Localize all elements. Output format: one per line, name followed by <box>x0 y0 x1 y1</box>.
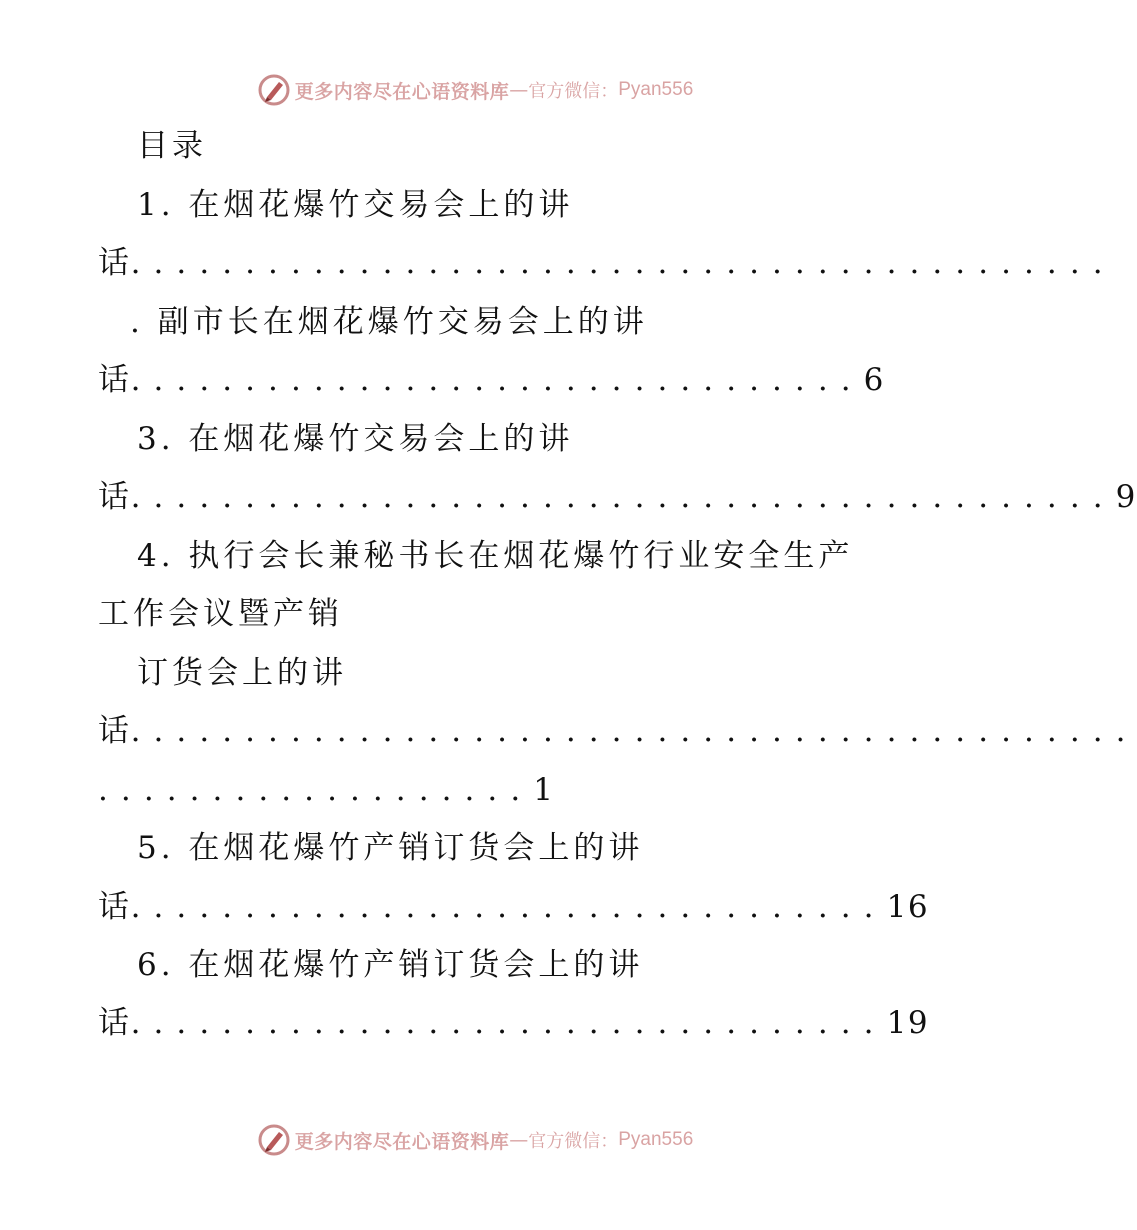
toc-entry-4-leader-cont: . . . . . . . . . . . . . . . . . . . 1 <box>98 772 555 808</box>
toc-entry-5-title: 5. 在烟花爆竹产销订货会上的讲 <box>137 830 644 866</box>
banner-wechat-id: Pyan556 <box>618 1129 694 1150</box>
toc-entry-4-title: 4. 执行会长兼秘书长在烟花爆竹行业安全生产 <box>137 538 854 574</box>
toc-entry-4-title-cont2: 订货会上的讲 <box>137 655 347 691</box>
banner-dash: — <box>509 1129 529 1151</box>
banner-brand-text: 更多内容尽在心语资料库 <box>294 80 510 103</box>
toc-entry-3-title: 3. 在烟花爆竹交易会上的讲 <box>137 421 574 457</box>
pen-circle-logo-icon <box>257 1123 291 1157</box>
toc-entry-4-leader: 话. . . . . . . . . . . . . . . . . . . . . . . . . . . . . . . . . . . . . . . . . . . . <box>98 713 1128 749</box>
toc-heading: 目录 <box>137 128 207 164</box>
toc-entry-4-title-cont: 工作会议暨产销 <box>98 596 343 632</box>
toc-entry-1-title: 1. 在烟花爆竹交易会上的讲 <box>137 187 574 223</box>
banner-dash: — <box>509 79 529 101</box>
footer-banner <box>0 1120 950 1160</box>
toc-entry-6-title: 6. 在烟花爆竹产销订货会上的讲 <box>137 947 644 983</box>
banner-wechat-id: Pyan556 <box>618 79 694 100</box>
banner-wechat-label: 官方微信： <box>528 81 619 102</box>
toc-entry-2-title: . 副市长在烟花爆竹交易会上的讲 <box>130 304 648 340</box>
banner-wechat-label: 官方微信： <box>528 1131 619 1152</box>
toc-entry-3-leader: 话. . . . . . . . . . . . . . . . . . . . . . . . . . . . . . . . . . . . . . . . . . . 9 <box>98 479 1137 515</box>
toc-entry-2-leader: 话. . . . . . . . . . . . . . . . . . . . . . . . . . . . . . . . 6 <box>98 362 885 398</box>
toc-entry-1-leader: 话. . . . . . . . . . . . . . . . . . . . . . . . . . . . . . . . . . . . . . . . . . . <box>98 245 1105 281</box>
header-banner <box>0 70 950 110</box>
pen-circle-logo-icon <box>257 73 291 107</box>
toc-entry-6-leader: 话. . . . . . . . . . . . . . . . . . . . . . . . . . . . . . . . . 19 <box>98 1005 930 1041</box>
banner-brand-text: 更多内容尽在心语资料库 <box>294 1130 510 1153</box>
toc-entry-5-leader: 话. . . . . . . . . . . . . . . . . . . . . . . . . . . . . . . . . 16 <box>98 889 930 925</box>
